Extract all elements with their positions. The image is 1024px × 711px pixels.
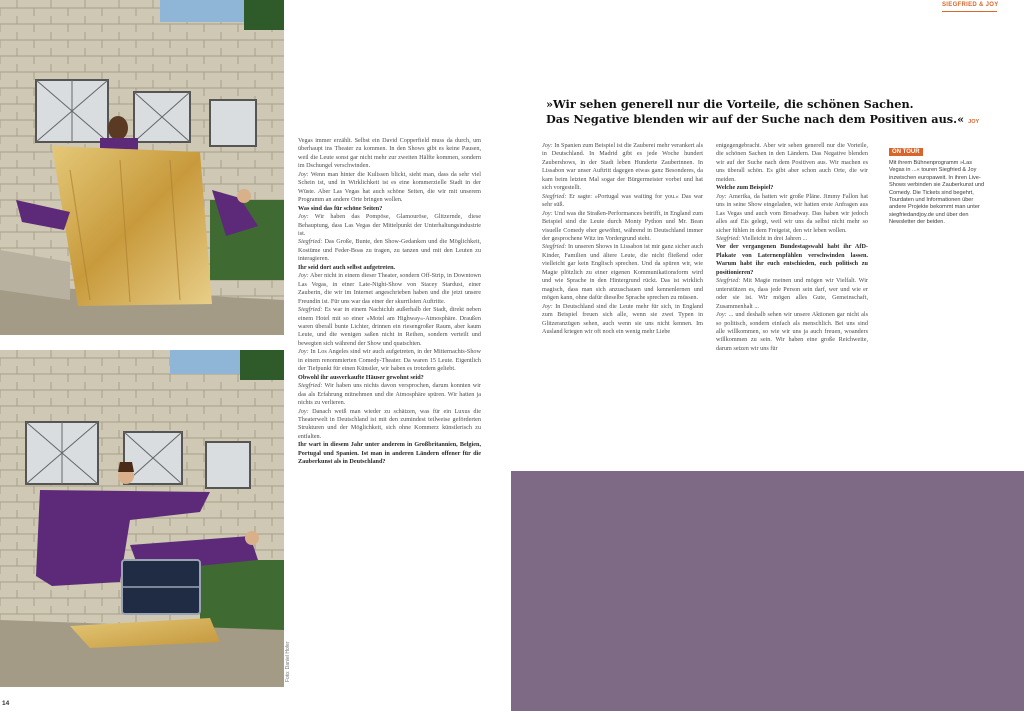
text-column-3 bbox=[716, 142, 868, 353]
speaker-name: Joy: bbox=[298, 272, 309, 280]
paragraph-text: Vegas immer erzählt. Selbst ein David Copperfield muss da durch, um überhaupt ins Theater zu kommen. In den Shows gibt es keine Pausen, weil die Leute sonst gar nicht mehr zur zweiten Hälfte kommen, sondern im Dschungel verschwinden. bbox=[298, 137, 481, 170]
interview-paragraph bbox=[298, 137, 481, 171]
interview-paragraph bbox=[716, 277, 868, 311]
paragraph-text: Das Große, Bunte, den Show-Gedanken und die Möglichkeit, Kostüme und Feder-Boas zu tragen, zu tanzen und mit den Leuten zu interagieren. bbox=[298, 238, 481, 263]
interview-paragraph bbox=[298, 272, 481, 306]
interview-paragraph bbox=[298, 171, 481, 205]
paragraph-text: In Spanien zum Beispiel ist die Zauberei mehr verankert als in Deutschland. In Madrid gibt es jede Woche hundert Zaubershows, in der Stadt leben Hunderte Zauberinnen. In Lissabon war unser Auftritt dagegen etwas ganz Besonderes, da kam beim letzten Mal sogar der Bürgermeister vorbei und hat sich vorgestellt. bbox=[542, 142, 703, 192]
interview-question: Was sind das für schöne Seiten? bbox=[298, 204, 383, 212]
interview-paragraph bbox=[542, 210, 703, 244]
paragraph-text: Wir haben uns nichts davon versprochen, darum konnten wir das als Erfahrung mitnehmen und die Atmosphäre spüren. Wir hatten ja nichts zu verlieren. bbox=[298, 382, 481, 407]
text-column-2 bbox=[542, 142, 703, 336]
interview-paragraph bbox=[298, 213, 481, 238]
interview-paragraph bbox=[716, 311, 868, 353]
photo-top bbox=[0, 0, 284, 335]
on-tour-badge: ON TOUR bbox=[889, 148, 923, 156]
interview-paragraph bbox=[542, 142, 703, 193]
interview-paragraph bbox=[542, 243, 703, 302]
purple-color-block bbox=[511, 471, 1024, 711]
photo-credit: Foto: Daniel Hofer bbox=[285, 641, 291, 682]
paragraph-text: Es war in einem Nachtclub außerhalb der Stadt, direkt neben einem Hotel mit so einer »Motel am Highway«-Atmosphäre. Draußen waren überall bunte Lichter, drinnen ein riesengroßer Raum, aber kaum Leute, und die wenigen saßen nicht in Reihen, sondern verteilt und bewegten sich während der Show und quatschten. bbox=[298, 306, 481, 347]
interview-question: Vor der vergangenen Bundestagswahl habt ihr AfD-Plakate von Laternenpfählen verschwinden lassen. Warum habt ihr euch entschieden, euch politisch zu positionieren? bbox=[716, 243, 868, 276]
quote-attribution: JOY bbox=[968, 118, 980, 125]
interview-paragraph bbox=[716, 142, 868, 184]
speaker-name: Siegfried: bbox=[298, 238, 323, 246]
speaker-name: Joy: bbox=[298, 213, 309, 221]
interview-paragraph bbox=[298, 306, 481, 348]
pull-quote-line-2: Das Negative blenden wir auf der Suche nach dem Positiven aus.« bbox=[546, 111, 965, 126]
speaker-name: Joy: bbox=[542, 209, 553, 217]
paragraph-text: In Deutschland sind die Leute mehr für sich, in England zum Beispiel freuen sich alle, wenn sie zwei Typen in Glitzeranzügen sehen, auch wenn sie uns nicht kennen. Im Ausland kriegen wir oft noch ein wenig mehr Liebe bbox=[542, 302, 703, 335]
speaker-name: Siegfried: bbox=[716, 234, 741, 242]
speaker-name: Joy: bbox=[298, 348, 309, 356]
paragraph-text: Amerika, da hatten wir große Pläne. Jimmy Fallon hat uns in seine Show eingeladen, wir hatten erste Anfragen aus Las Vegas und auch vom Broadway. Das haben wir jedoch alles auf Eis gelegt, weil wir uns da selbst nicht mehr so sicher fühlen in dem Freigeist, den wir leben wollen. bbox=[716, 192, 868, 234]
paragraph-text: In Los Angeles sind wir auch aufgetreten, in der Mitternachts-Show in einem renommierten Comedy-Theater. Da waren 15 Leute. Eigentlich der Tiefpunkt für einen Künstler, wir haben es trotzdem geliebt. bbox=[298, 348, 481, 373]
speaker-name: Joy: bbox=[542, 142, 553, 149]
paragraph-text: Er sagte: »Portugal was waiting for you.« Das war sehr süß. bbox=[542, 192, 703, 209]
section-label: SIEGFRIED & JOY bbox=[942, 2, 999, 8]
page-number: 14 bbox=[2, 700, 10, 707]
paragraph-text: Wir haben das Pompöse, Glamouröse, Glitzernde, diese Behauptung, dass Las Vegas der Mittelpunkt der Unterhaltungsindustrie ist. bbox=[298, 213, 481, 237]
speaker-name: Joy: bbox=[716, 192, 727, 200]
paragraph-text: Mit Magie meinen und mögen wir Vielfalt. Wir unterstützen es, dass jede Person sein darf, wer und wie er oder sie ist. Wir mögen alles Gute, Gemeinschaft, Zusammenhalt ... bbox=[716, 277, 868, 310]
on-tour-text: Mit ihrem Bühnenprogramm »Las Vegas in ...« touren Siegfried & Joy inzwischen europaweit. In ihren Live-Shows verbinden sie Zauberkunst und Comedy. Die Tickets sind begehrt, Tourdaten und Informationen über andere Projekte bekommt man unter siegfriedandjoy.de und über den Newsletter der beiden. bbox=[889, 160, 985, 226]
interview-question: Obwohl ihr ausverkaufte Häuser gewohnt seid? bbox=[298, 373, 424, 381]
speaker-name: Siegfried: bbox=[542, 192, 567, 200]
pull-quote bbox=[546, 97, 986, 129]
interview-paragraph bbox=[298, 238, 481, 263]
paragraph-text: Wenn man hinter die Kulissen blickt, sieht man, dass da sehr viel Schein ist, und in Wirklichkeit ist es eine kommerzielle Stadt in der Wüste. Aber Las Vegas hat auch schöne Seiten, die wir mit unserem Programm an andere Orte bringen wollen. bbox=[298, 170, 481, 204]
interview-question: Ihr wart in diesem Jahr unter anderem in Großbritannien, Belgien, Portugal und Spanien. Ist man in anderen Ländern offener für die Zauberkunst als in Deutschland? bbox=[298, 441, 481, 466]
speaker-name: Joy: bbox=[298, 407, 309, 415]
interview-question: Welche zum Beispiel? bbox=[716, 184, 774, 192]
paragraph-text: In unseren Shows in Lissabon ist mir ganz sicher auch Kinder, Familien und ältere Leute, die nicht fließend oder vielleicht gar kein Englisch sprechen. Und da spüren wir, wie Magie plötzlich zu einer eigenen Kommunikationsform wird und wie Sprache in den Hintergrund rückt. Das ist wirklich magisch, dass man sich anzuschauen und kennenlernen und mögen kann, ohne dafür dieselbe Sprache sprechen zu müssen. bbox=[542, 243, 703, 302]
paragraph-text: Aber nicht in einem dieser Theater, sondern Off-Strip, in Downtown Las Vegas, in einer Late-Night-Show von Stacey Stardust, einer Zauberin, die wir im Internet angeschrieben haben und die jetzt unsere Freundin ist. Für uns war das einer der skurrilsten Auftritte. bbox=[298, 272, 481, 305]
section-label-underline bbox=[942, 11, 997, 12]
speaker-name: Siegfried: bbox=[298, 382, 323, 390]
interview-paragraph bbox=[298, 348, 481, 373]
photo-bottom bbox=[0, 350, 284, 687]
interview-paragraph bbox=[298, 382, 481, 407]
speaker-name: Joy: bbox=[716, 311, 727, 319]
interview-paragraph bbox=[298, 408, 481, 442]
interview-paragraph bbox=[716, 235, 868, 243]
paragraph-text: ... und deshalb sehen wir unsere Aktionen gar nicht als so politisch, sondern einfach als menschlich. Bei uns sind alle willkommen, so wie wir uns ja auch freuen, woanders willkommen zu sein. Wir haben eine große Reichweite, darum setzen wir uns für bbox=[716, 311, 868, 352]
interview-paragraph bbox=[716, 193, 868, 235]
speaker-name: Joy: bbox=[542, 302, 553, 310]
speaker-name: Siegfried: bbox=[298, 306, 323, 314]
interview-question: Ihr seid dort auch selbst aufgetreten. bbox=[298, 263, 396, 271]
paragraph-text: Vielleicht in drei Jahren ... bbox=[740, 234, 808, 242]
interview-paragraph bbox=[542, 303, 703, 337]
paragraph-text: Danach weiß man wieder zu schätzen, was für ein Luxus die Theaterwelt in Deutschland ist mit den zumindest teilweise geförderten Strukturen und der Möglichkeit, sich ohne Kommerz künstlerisch zu entfalten. bbox=[298, 407, 481, 440]
speaker-name: Joy: bbox=[298, 170, 309, 178]
pull-quote-line-1: »Wir sehen generell nur die Vorteile, die schönen Sachen. bbox=[546, 97, 914, 111]
speaker-name: Siegfried: bbox=[716, 277, 741, 285]
text-column-1 bbox=[298, 137, 481, 467]
speaker-name: Siegfried: bbox=[542, 243, 567, 251]
paragraph-text: Und was die Straßen-Performances betrifft, in England zum Beispiel sind die Leute durch Monty Python und Mr. Bean visuelle Comedy eher gewöhnt, während in Deutschland immer der gesprochene Witz im Vordergrund steht. bbox=[542, 209, 703, 242]
interview-paragraph bbox=[542, 193, 703, 210]
paragraph-text: entgegengebracht. Aber wir sehen generell nur die Vorteile, die schönen Sachen in den Ländern. Das Negative blenden wir auf der Suche nach dem Positiven aus. Wir machen es uns überall schön. Es gibt aber schon auch Orte, die wir meiden. bbox=[716, 142, 868, 183]
